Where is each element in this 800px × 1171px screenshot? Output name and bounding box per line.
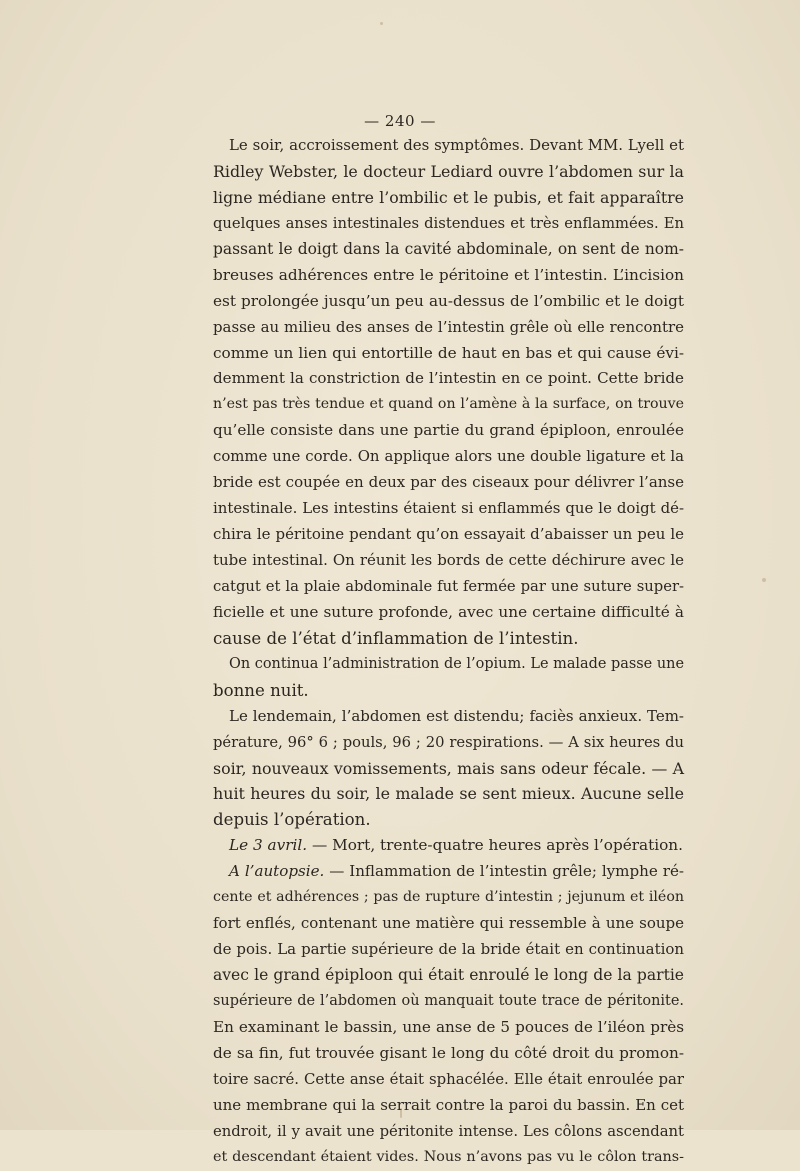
text-line	[213, 756, 684, 782]
text-line	[213, 781, 684, 807]
italic-lead: Le 3 avril.	[229, 836, 308, 855]
text-line	[213, 470, 684, 496]
line-text: n’est pas très tendue et quand on l’amène à la surface, on trouve	[213, 396, 684, 413]
line-text: Le lendemain, l’abdomen est distendu; faciès anxieux. Tem-	[229, 706, 684, 725]
line-text: ligne médiane entre l’ombilic et le pubis, et fait apparaître	[213, 187, 684, 207]
line-text: passe au milieu des anses de l’intestin grêle où elle rencontre	[213, 317, 684, 336]
line-text: breuses adhérences entre le péritoine et l’intestin. L’incision	[213, 265, 684, 284]
line-text: En examinant le bassin, une anse de 5 pouces de l’iléon près	[213, 1017, 684, 1036]
line-text: ficielle et une suture profonde, avec une certaine difficulté à	[213, 602, 684, 621]
text-line	[213, 963, 684, 989]
text-line	[213, 600, 684, 626]
line-text: passant le doigt dans la cavité abdominale, on sent de nom-	[213, 239, 684, 258]
text-line	[213, 185, 684, 211]
text-line	[213, 678, 684, 704]
text-line	[213, 263, 684, 289]
text-line	[213, 1015, 684, 1041]
line-text: avec le grand épiploon qui était enroulé le long de la partie	[213, 966, 684, 984]
italic-lead: A l’autopsie.	[229, 862, 325, 881]
line-text: pérature, 96° 6 ; pouls, 96 ; 20 respirations. — A six heures du	[213, 733, 684, 751]
line-text: intestinale. Les intestins étaient si enflammés que le doigt dé-	[213, 499, 684, 518]
text-line	[213, 237, 684, 263]
text-line	[213, 496, 684, 522]
line-text: endroit, il y avait une péritonite intense. Les côlons ascendant	[213, 1122, 684, 1140]
line-text: bride est coupée en deux par des ciseaux pour délivrer l’anse	[213, 473, 684, 492]
line-text: huit heures du soir, le malade se sent mieux. Aucune selle	[213, 784, 684, 804]
text-line	[213, 807, 684, 833]
line-text: catgut et la plaie abdominale fut fermée par une suture super-	[213, 577, 684, 595]
text-line	[213, 211, 684, 237]
line-text: cente et adhérences ; pas de rupture d’intestin ; jejunum et iléon	[213, 889, 684, 906]
text-line	[213, 289, 684, 315]
line-text: est prolongée jusqu’un peu au-dessus de l’ombilic et le doigt	[213, 291, 684, 310]
line-text: cause de l’état d’inflammation de l’intestin.	[213, 628, 579, 648]
text-line	[213, 366, 684, 392]
line-text: toire sacré. Cette anse était sphacélée. Elle était enroulée par	[213, 1069, 684, 1088]
line-text: tube intestinal. On réunit les bords de cette déchirure avec le	[213, 551, 684, 569]
line-text: quelques anses intestinales distendues et très enflammées. En	[213, 214, 684, 232]
line-text: de sa fin, fut trouvée gisant le long du côté droit du promon-	[213, 1043, 684, 1062]
text-line	[213, 1119, 684, 1145]
text-line	[213, 833, 684, 859]
text-line	[213, 652, 684, 678]
line-text: — Mort, trente-quatre heures après l’opération.	[307, 836, 683, 855]
line-text: bonne nuit.	[213, 680, 309, 700]
paper-speck	[380, 22, 383, 25]
text-line	[213, 418, 684, 444]
body-text	[213, 133, 684, 1171]
line-text: et descendant étaient vides. Nous n’avons pas vu le côlon trans-	[213, 1148, 684, 1165]
line-text: demment la constriction de l’intestin en ce point. Cette bride	[213, 369, 684, 388]
text-line	[213, 1145, 684, 1171]
page-number: — 240 —	[364, 112, 436, 130]
line-text: une membrane qui la serrait contre la paroi du bassin. En cet	[213, 1095, 684, 1114]
text-line	[213, 626, 684, 652]
text-line	[213, 704, 684, 730]
text-line	[213, 859, 684, 885]
text-line	[213, 989, 684, 1015]
text-line	[213, 133, 684, 159]
line-text: Le soir, accroissement des symptômes. Devant MM. Lyell et	[229, 136, 684, 154]
line-text: — Inflammation de l’intestin grêle; lymphe ré-	[324, 862, 684, 881]
text-line	[213, 911, 684, 937]
text-line	[213, 730, 684, 756]
text-line	[213, 159, 684, 185]
text-line	[213, 341, 684, 367]
text-line	[213, 937, 684, 963]
text-line	[213, 885, 684, 911]
text-line	[213, 1041, 684, 1067]
line-text: qu’elle consiste dans une partie du grand épiploon, enroulée	[213, 421, 684, 440]
text-line	[213, 392, 684, 418]
text-line	[213, 1067, 684, 1093]
text-line	[213, 522, 684, 548]
line-text: soir, nouveaux vomissements, mais sans odeur fécale. — A	[213, 758, 684, 778]
text-line	[213, 574, 684, 600]
line-text: fort enflés, contenant une matière qui ressemble à une soupe	[213, 914, 684, 933]
paper-speck	[762, 578, 766, 582]
line-text: Ridley Webster, le docteur Lediard ouvre l’abdomen sur la	[213, 161, 684, 181]
text-line	[213, 444, 684, 470]
text-line	[213, 548, 684, 574]
line-text: de pois. La partie supérieure de la bride était en continuation	[213, 940, 684, 959]
line-text: supérieure de l’abdomen où manquait toute trace de péritonite.	[213, 992, 684, 1009]
text-line	[213, 315, 684, 341]
line-text: comme un lien qui entortille de haut en bas et qui cause évi-	[213, 343, 684, 362]
line-text: On continua l’administration de l’opium. Le malade passe une	[229, 655, 684, 672]
line-text: chira le péritoine pendant qu’on essayait d’abaisser un peu le	[213, 525, 684, 544]
line-text: comme une corde. On applique alors une double ligature et la	[213, 447, 684, 466]
line-text: depuis l’opération.	[213, 810, 371, 830]
text-line	[213, 1093, 684, 1119]
